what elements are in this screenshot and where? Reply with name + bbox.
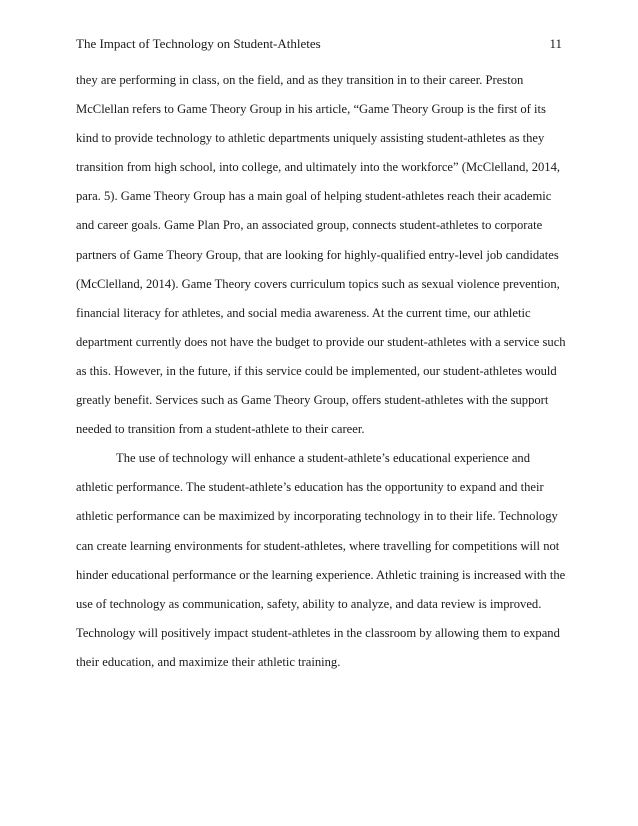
text-line: and career goals. Game Plan Pro, an associated group, connects student-athletes to corporate	[76, 218, 543, 233]
text-line: para. 5). Game Theory Group has a main goal of helping student-athletes reach their academic	[76, 189, 552, 204]
text-line: their education, and maximize their athletic training.	[76, 654, 341, 669]
text-line: (McClelland, 2014). Game Theory covers curriculum topics such as sexual violence prevention,	[76, 276, 560, 291]
text-line: Technology will positively impact student-athletes in the classroom by allowing them to expand	[76, 625, 560, 640]
text-line: transition from high school, into college, and ultimately into the workforce” (McClelland, 2014,	[76, 160, 561, 175]
page-number: 11	[549, 36, 562, 51]
text-line: greatly benefit. Services such as Game Theory Group, offers student-athletes with the support	[76, 393, 549, 408]
text-line: financial literacy for athletes, and social media awareness. At the current time, our athletic	[76, 305, 531, 320]
text-line: partners of Game Theory Group, that are looking for highly-qualified entry-level job candidates	[76, 247, 559, 262]
body-text	[76, 66, 578, 677]
text-line: The use of technology will enhance a student-athlete’s educational experience and	[116, 451, 531, 466]
text-line: needed to transition from a student-athlete to their career.	[76, 422, 365, 437]
text-line: as this. However, in the future, if this service could be implemented, our student-athletes would	[76, 363, 557, 378]
text-line: they are performing in class, on the field, and as they transition in to their career. Preston	[76, 73, 524, 87]
text-line: athletic performance can be maximized by incorporating technology in to their life. Technology	[76, 509, 558, 524]
running-title: The Impact of Technology on Student-Athletes	[76, 36, 321, 51]
text-line: department currently does not have the budget to provide our student-athletes with a service such	[76, 334, 566, 349]
text-line: hinder educational performance or the learning experience. Athletic training is increased with the	[76, 567, 566, 582]
text-line: McClellan refers to Game Theory Group in his article, “Game Theory Group is the first of its	[76, 102, 546, 117]
running-header	[76, 36, 562, 52]
text-line: use of technology as communication, safety, ability to analyze, and data review is improved.	[76, 596, 542, 611]
text-line: athletic performance. The student-athlete’s education has the opportunity to expand and their	[76, 480, 544, 495]
paragraph	[76, 444, 578, 677]
paragraph	[76, 66, 578, 444]
text-line: can create learning environments for student-athletes, where travelling for competitions will not	[76, 538, 560, 553]
text-line: kind to provide technology to athletic departments uniquely assisting student-athletes as they	[76, 131, 545, 146]
